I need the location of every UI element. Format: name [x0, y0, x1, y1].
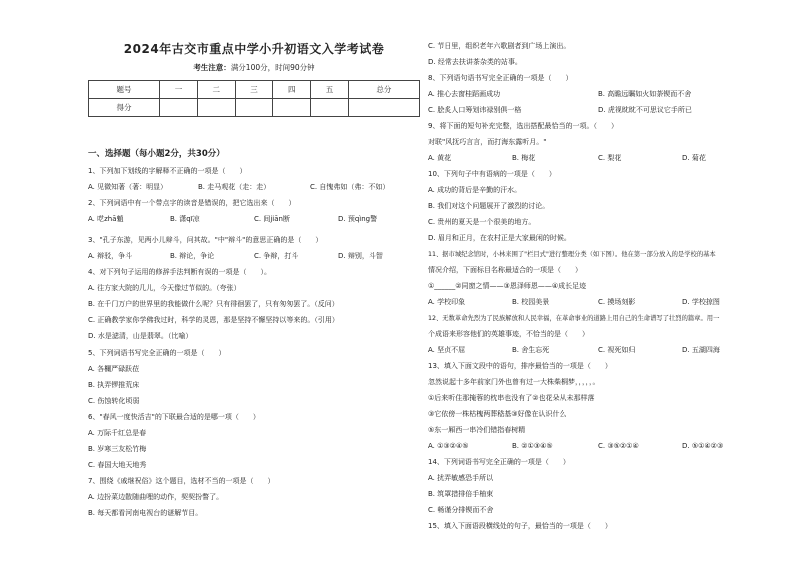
- option-c: C. 争辩，打斗: [254, 252, 299, 260]
- question-text: ①______②同窗之情——③恩泽师恩——④成长足迹: [428, 282, 587, 290]
- option-c: C. 摸场刻影: [598, 298, 636, 306]
- option-c: C. ③⑤②①④: [598, 442, 639, 450]
- question-stem: 11、据市城纪念馆时，小林来围了"栏目式"进行整理分类（如下图）。他在第一部分放入的是学校的基本: [428, 251, 716, 258]
- question-text: ⑤东一厢西一串冷们错指春树精: [428, 426, 526, 434]
- option-d: D. 经常去扶讲茶杂类的站事。: [428, 58, 522, 66]
- option-b: B. 我们对这个问题展开了激烈的讨论。: [428, 202, 550, 210]
- option-b: B. ②①③④⑤: [512, 442, 553, 450]
- option-b: B. 高瞻远瞩如火如荼锲而不舍: [598, 90, 692, 98]
- option-b: B. 筑罩措排倍手柚束: [428, 490, 494, 498]
- option-d: D. 预qìng警: [338, 215, 378, 223]
- question-stem: 6、"春风一度快活吉"的下联最合适的是哪一项（ ）: [88, 413, 260, 421]
- option-d: D. 辩别，斗智: [338, 252, 383, 260]
- question-stem: 15、填入下面语段横线处的句子，最恰当的一项是（ ）: [428, 522, 612, 530]
- option-c: C. 节日里，组织老年六歌剧者到广场上演出。: [428, 42, 571, 50]
- question-stem: 9、将下面的短句补充完整，选出搭配最恰当的一项。（ ）: [428, 122, 618, 130]
- question-stem: 14、下列词语书写完全正确的一项是（ ）: [428, 458, 570, 466]
- option-b: B. 潇qī凉: [170, 215, 200, 223]
- option-c: C. 脍炙人口筹划讳禄别俱一格: [428, 106, 522, 114]
- option-a: A. 边扮菜边散随曲哩的动作，契契扮瞥了。: [88, 493, 224, 501]
- question-stem: 10、下列句子中有语病的一项是（ ）: [428, 170, 556, 178]
- question-stem: 7、围绕《戚继祝俗》这个题目，选材不当的一项是（ ）: [88, 477, 275, 485]
- option-b: B. 梅花: [512, 154, 536, 162]
- section-title: 一、选择题（每小题2分，共30分）: [88, 149, 225, 159]
- page-title: 2024年古交市重点中学小升初语文入学考试卷: [123, 42, 385, 56]
- score-cell: 题号: [89, 81, 160, 99]
- option-d: D. 眉月和正月，在农村正是大家最闲的时候。: [428, 234, 571, 242]
- score-input-cell[interactable]: [235, 99, 273, 117]
- score-input-cell[interactable]: [273, 99, 311, 117]
- option-d: D. 学校掠图: [682, 298, 720, 306]
- score-table-score-row: [89, 99, 420, 117]
- question-text: ①后来听住那掩蓉的枕串也没有了②也花朵从未那样落: [428, 394, 595, 402]
- option-a: A. 成功的背后是辛勤的汗水。: [428, 186, 522, 194]
- question-text: 忽然说起十多年前家门外也曾有过一大株柴桐梦，，，，，。: [428, 378, 600, 386]
- option-a: A. 辩驳，争斗: [88, 252, 133, 260]
- score-cell: 四: [273, 81, 311, 99]
- notice-label: 考生注意：: [193, 63, 231, 72]
- option-b: B. 走马观花（走：走）: [198, 183, 271, 191]
- option-a: A. 黄花: [428, 154, 452, 162]
- option-b: B. 岁寒三友松竹梅: [88, 445, 147, 453]
- option-d: D. 水是滤清，山是翡翠。（比喻）: [88, 332, 193, 340]
- option-a: A. 各欄严碌跃莅: [88, 365, 140, 373]
- option-a: A. 万际千红总是春: [88, 429, 147, 437]
- option-c: C. 视死如归: [598, 346, 636, 354]
- option-a: A. ①③②④⑤: [428, 442, 469, 450]
- option-b: B. 执弄锣推荒床: [88, 381, 140, 389]
- option-c: C. 贵州的夏天是一个很美的地方。: [428, 218, 536, 226]
- score-input-cell[interactable]: [348, 99, 419, 117]
- option-a: A. 呓zhā魈: [88, 215, 124, 223]
- score-cell: 二: [197, 81, 235, 99]
- option-c: C. 春国大地天地秀: [88, 461, 147, 469]
- question-stem: 8、下列语句语书写完全正确的一项是（ ）: [428, 74, 573, 82]
- option-d: D. 五湖四海: [682, 346, 720, 354]
- question-stem: 5、下列词语书写完全正确的一项是（ ）: [88, 349, 226, 357]
- option-b: B. 校园美景: [512, 298, 550, 306]
- score-cell: 得分: [89, 99, 160, 117]
- option-c: C. 伤蚀转化顷弱: [88, 397, 140, 405]
- option-a: A. 学校印象: [428, 298, 466, 306]
- question-stem: 12、无数革命先烈为了民族解放和人民幸福，在革命事业的道路上用自己的生命谱写了壮烈的篇章。用一: [428, 315, 720, 322]
- option-c: C. 畅谨分排锲而不舍: [428, 506, 494, 514]
- score-cell: 五: [311, 81, 349, 99]
- score-cell: 三: [235, 81, 273, 99]
- option-b: B. 在千门万户的世界里的我能做什么呢？只有徘徊罢了，只有匆匆罢了。（反问）: [88, 300, 339, 308]
- question-text: 情况介绍，下面标目名称最适合的一项是（ ）: [428, 266, 582, 274]
- option-b: B. 舍生忘死: [512, 346, 550, 354]
- option-c: C. 自愧弗如（弗：不如）: [310, 183, 390, 191]
- option-a: A. 往方家大院的几儿，今天像过节似的。（夸张）: [88, 284, 241, 292]
- option-d: D. 虎视眈眈不可思议它手所已: [598, 106, 692, 114]
- score-cell: 一: [160, 81, 198, 99]
- option-a: A. 扰弄敏感恐手所以: [428, 474, 494, 482]
- score-input-cell[interactable]: [197, 99, 235, 117]
- question-text: 个成语来形容他们的英雄事迹，不恰当的是（ ）: [428, 330, 589, 338]
- option-a: A. 见微知著（著：明显）: [88, 183, 168, 191]
- score-table-header-row: [89, 81, 420, 99]
- notice-text: 满分100分，时间90分钟: [230, 63, 315, 72]
- option-d: D. 菊花: [682, 154, 706, 162]
- question-stem: 3、"孔子东游，见两小儿辩斗，问其故。"中"辩斗"的意思正确的是（ ）: [88, 236, 323, 244]
- question-stem: 1、下列加下划线的字解释不正确的一项是（ ）: [88, 167, 247, 175]
- option-c: C. 间jiān断: [254, 215, 290, 223]
- question-stem: 13、填入下面文段中的语句，排序最恰当的一项是（ ）: [428, 362, 612, 370]
- option-b: B. 每天都看河南电视台的谜解节目。: [88, 509, 203, 517]
- question-stem: 4、对下列句子运用的修辞手法判断有误的一项是（ ）。: [88, 268, 271, 276]
- option-c: C. 正确教学家你学佛我过时，科学的灵恩，那是坚持不懈坚持以等来的。（引用）: [88, 316, 339, 324]
- option-c: C. 梨花: [598, 154, 622, 162]
- option-a: A. 坚贞不屈: [428, 346, 466, 354]
- question-text: ③它依傍一株枯槐两葬嵇基③好像在认识什么: [428, 410, 567, 418]
- score-input-cell[interactable]: [160, 99, 198, 117]
- option-a: A. 推心去窗桂蹈画成功: [428, 90, 501, 98]
- option-b: B. 辩论，争论: [170, 252, 215, 260]
- exam-notice: [88, 62, 420, 73]
- option-d: D. ⑤①④②③: [682, 442, 724, 450]
- question-stem: 2、下列词语中有一个带点字的读音是错误的，把它选出来（ ）: [88, 199, 296, 207]
- score-cell: 总分: [348, 81, 419, 99]
- question-text: 对联"风抚巧言言，而打海东露听月。": [428, 138, 547, 146]
- score-input-cell[interactable]: [311, 99, 349, 117]
- score-table: [88, 80, 420, 117]
